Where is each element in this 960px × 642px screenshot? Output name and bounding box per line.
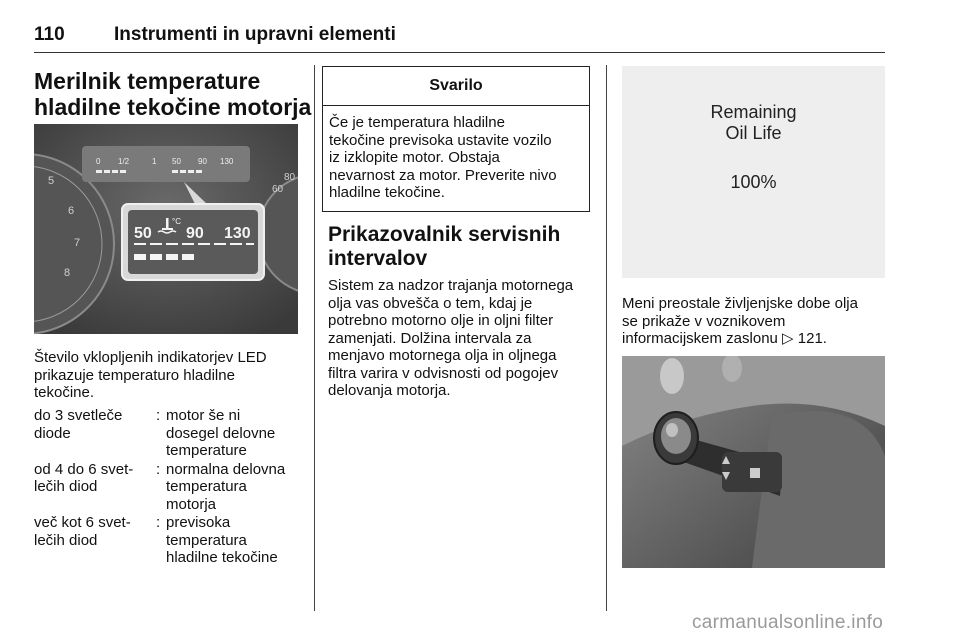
legend-separator: : (156, 407, 161, 424)
legend-separator: : (156, 460, 161, 478)
column-rule-2 (606, 65, 607, 611)
svg-text:1/2: 1/2 (118, 157, 130, 166)
warning-box (322, 66, 590, 212)
scale-label: 50 (134, 225, 152, 242)
coolant-gauge-figure (34, 124, 298, 334)
gauge-caption: Število vklopljenih indikatorjev LED prikazuje temperaturo hladilne tekočine. (34, 349, 267, 401)
warning-title: Svarilo (323, 67, 589, 106)
dial-number: 5 (48, 175, 55, 187)
svg-text:°C: °C (172, 217, 181, 226)
watermark: carmanualsonline.info (692, 612, 884, 633)
instrument-cluster-illustration (34, 124, 298, 334)
legend-desc: motor še ni dosegel delovne temperature (166, 407, 276, 459)
control-stalk-figure (622, 356, 885, 568)
page-number: 110 (34, 24, 65, 45)
control-stalk-icon (622, 356, 885, 568)
legend-term: od 4 do 6 svet- lečih diod (34, 460, 134, 495)
oil-life-title: Remaining Oil Life (710, 102, 797, 143)
scale-label: 90 (186, 225, 204, 242)
led-legend (34, 407, 304, 568)
legend-row (34, 514, 304, 567)
svg-text:1: 1 (152, 157, 157, 166)
legend-term: do 3 svetleče diode (34, 407, 123, 442)
legend-row (34, 461, 304, 514)
running-title: Instrumenti in upravni elementi (114, 24, 396, 45)
oil-life-value: 100% (730, 172, 777, 192)
legend-term: več kot 6 svet- lečih diod (34, 514, 131, 549)
legend-desc: previsoka temperatura hladilne tekočine (166, 514, 278, 566)
dial-number: 7 (74, 237, 81, 249)
dial-number: 60 (272, 184, 284, 195)
svg-text:50: 50 (172, 157, 181, 166)
dial-number: 6 (68, 205, 75, 217)
legend-desc: normalna delovna temperatura motorja (166, 460, 286, 513)
dial-number: 80 (284, 172, 296, 183)
scale-label: 130 (224, 225, 251, 242)
service-interval-text: Sistem za nadzor trajanja motornega olja vas obvešča o tem, kdaj je potrebno motorno olje in oljni filter zamenjati. Dolžina intervala za menjavo motornega olja in oljnega filtra varira v odvisnosti od pogojev delovanja motorja. (328, 277, 574, 399)
column-rule-1 (314, 65, 315, 611)
oil-life-text: Meni preostale življenjske dobe olja se prikaže v voznikovem informacijskem zaslonu ▷ 121. (622, 295, 858, 347)
dial-number: 8 (64, 267, 71, 279)
coolant-gauge-heading: Merilnik temperature hladilne tekočine motorja (34, 68, 312, 120)
oil-life-display (622, 66, 885, 278)
svg-text:130: 130 (220, 157, 234, 166)
svg-text:0: 0 (96, 157, 101, 166)
warning-text: Če je temperatura hladilne tekočine previsoka ustavite vozilo iz izklopite motor. Obstaja nevarnost za motor. Preverite nivo hladilne tekočine. (329, 114, 557, 201)
svg-text:90: 90 (198, 157, 207, 166)
service-interval-heading: Prikazovalnik servisnih intervalov (328, 223, 561, 270)
legend-row (34, 407, 304, 460)
page-header (34, 20, 885, 53)
legend-separator: : (156, 514, 161, 531)
